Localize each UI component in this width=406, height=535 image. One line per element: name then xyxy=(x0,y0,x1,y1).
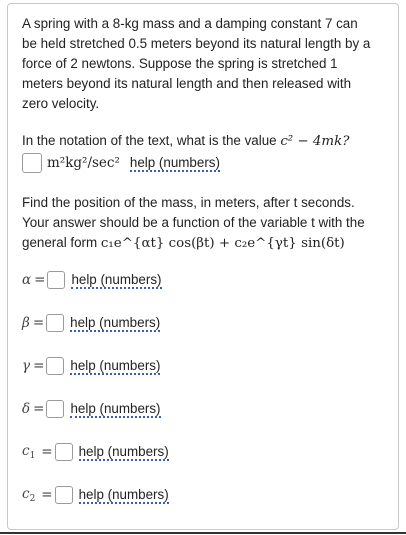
c2-label: $c_2$ xyxy=(22,486,36,504)
units-label: m²kg²/sec² xyxy=(47,155,120,171)
question-2-line: general form c₁e^{αt} cos(βt) + c₂e^{γt} sin(δt) xyxy=(22,235,345,251)
help-numbers-link[interactable]: help (numbers) xyxy=(70,357,161,373)
answer-row-delta: δ = help (numbers) xyxy=(22,400,161,417)
problem-statement xyxy=(22,14,392,114)
c2-input[interactable] xyxy=(55,486,73,504)
c1-label: $c_1$ xyxy=(22,443,36,461)
gamma-input[interactable] xyxy=(46,357,64,375)
answer-row-c1: $c_1$ = help (numbers) xyxy=(22,443,169,461)
help-numbers-link[interactable]: help (numbers) xyxy=(70,400,161,416)
question-1-expression: c² − 4mk? xyxy=(280,134,350,149)
question-1 xyxy=(22,131,392,152)
delta-label: δ xyxy=(22,401,31,417)
question-1-answer-row xyxy=(22,151,220,175)
question-1-text: In the notation of the text, what is the value xyxy=(22,133,281,148)
help-numbers-link[interactable]: help (numbers) xyxy=(129,154,220,170)
question-2-line: Find the position of the mass, in meters, after t seconds. xyxy=(22,195,355,210)
problem-line: force of 2 newtons. Suppose the spring is stretched 1 xyxy=(22,56,338,71)
question-2-line: Your answer should be a function of the variable t with the xyxy=(22,215,365,230)
beta-input[interactable] xyxy=(46,314,64,332)
bottom-divider xyxy=(0,532,406,534)
problem-card xyxy=(7,3,399,530)
answer-input-c2-4mk[interactable] xyxy=(22,153,42,173)
c1-input[interactable] xyxy=(55,443,73,461)
help-numbers-link[interactable]: help (numbers) xyxy=(78,486,169,502)
answer-row-gamma: γ = help (numbers) xyxy=(22,357,161,374)
delta-input[interactable] xyxy=(46,400,64,418)
alpha-input[interactable] xyxy=(47,271,65,289)
help-numbers-link[interactable]: help (numbers) xyxy=(70,314,161,330)
answer-row-alpha: α = help (numbers) xyxy=(22,271,162,288)
help-numbers-link[interactable]: help (numbers) xyxy=(78,443,169,459)
alpha-label: α xyxy=(22,272,32,288)
help-numbers-link[interactable]: help (numbers) xyxy=(71,271,162,287)
problem-line: zero velocity. xyxy=(22,96,100,111)
gamma-label: γ xyxy=(22,358,31,374)
answer-row-c2: $c_2$ = help (numbers) xyxy=(22,486,169,504)
problem-line: A spring with a 8-kg mass and a damping constant 7 can xyxy=(22,16,358,31)
beta-label: β xyxy=(22,315,30,331)
question-2 xyxy=(22,193,392,254)
problem-line: be held stretched 0.5 meters beyond its natural length by a xyxy=(22,36,371,51)
answer-row-beta: β = help (numbers) xyxy=(22,314,161,331)
problem-line: meters beyond its natural length and then released with xyxy=(22,76,352,91)
general-form-formula: c₁e^{αt} cos(βt) + c₂e^{γt} sin(δt) xyxy=(100,236,345,251)
